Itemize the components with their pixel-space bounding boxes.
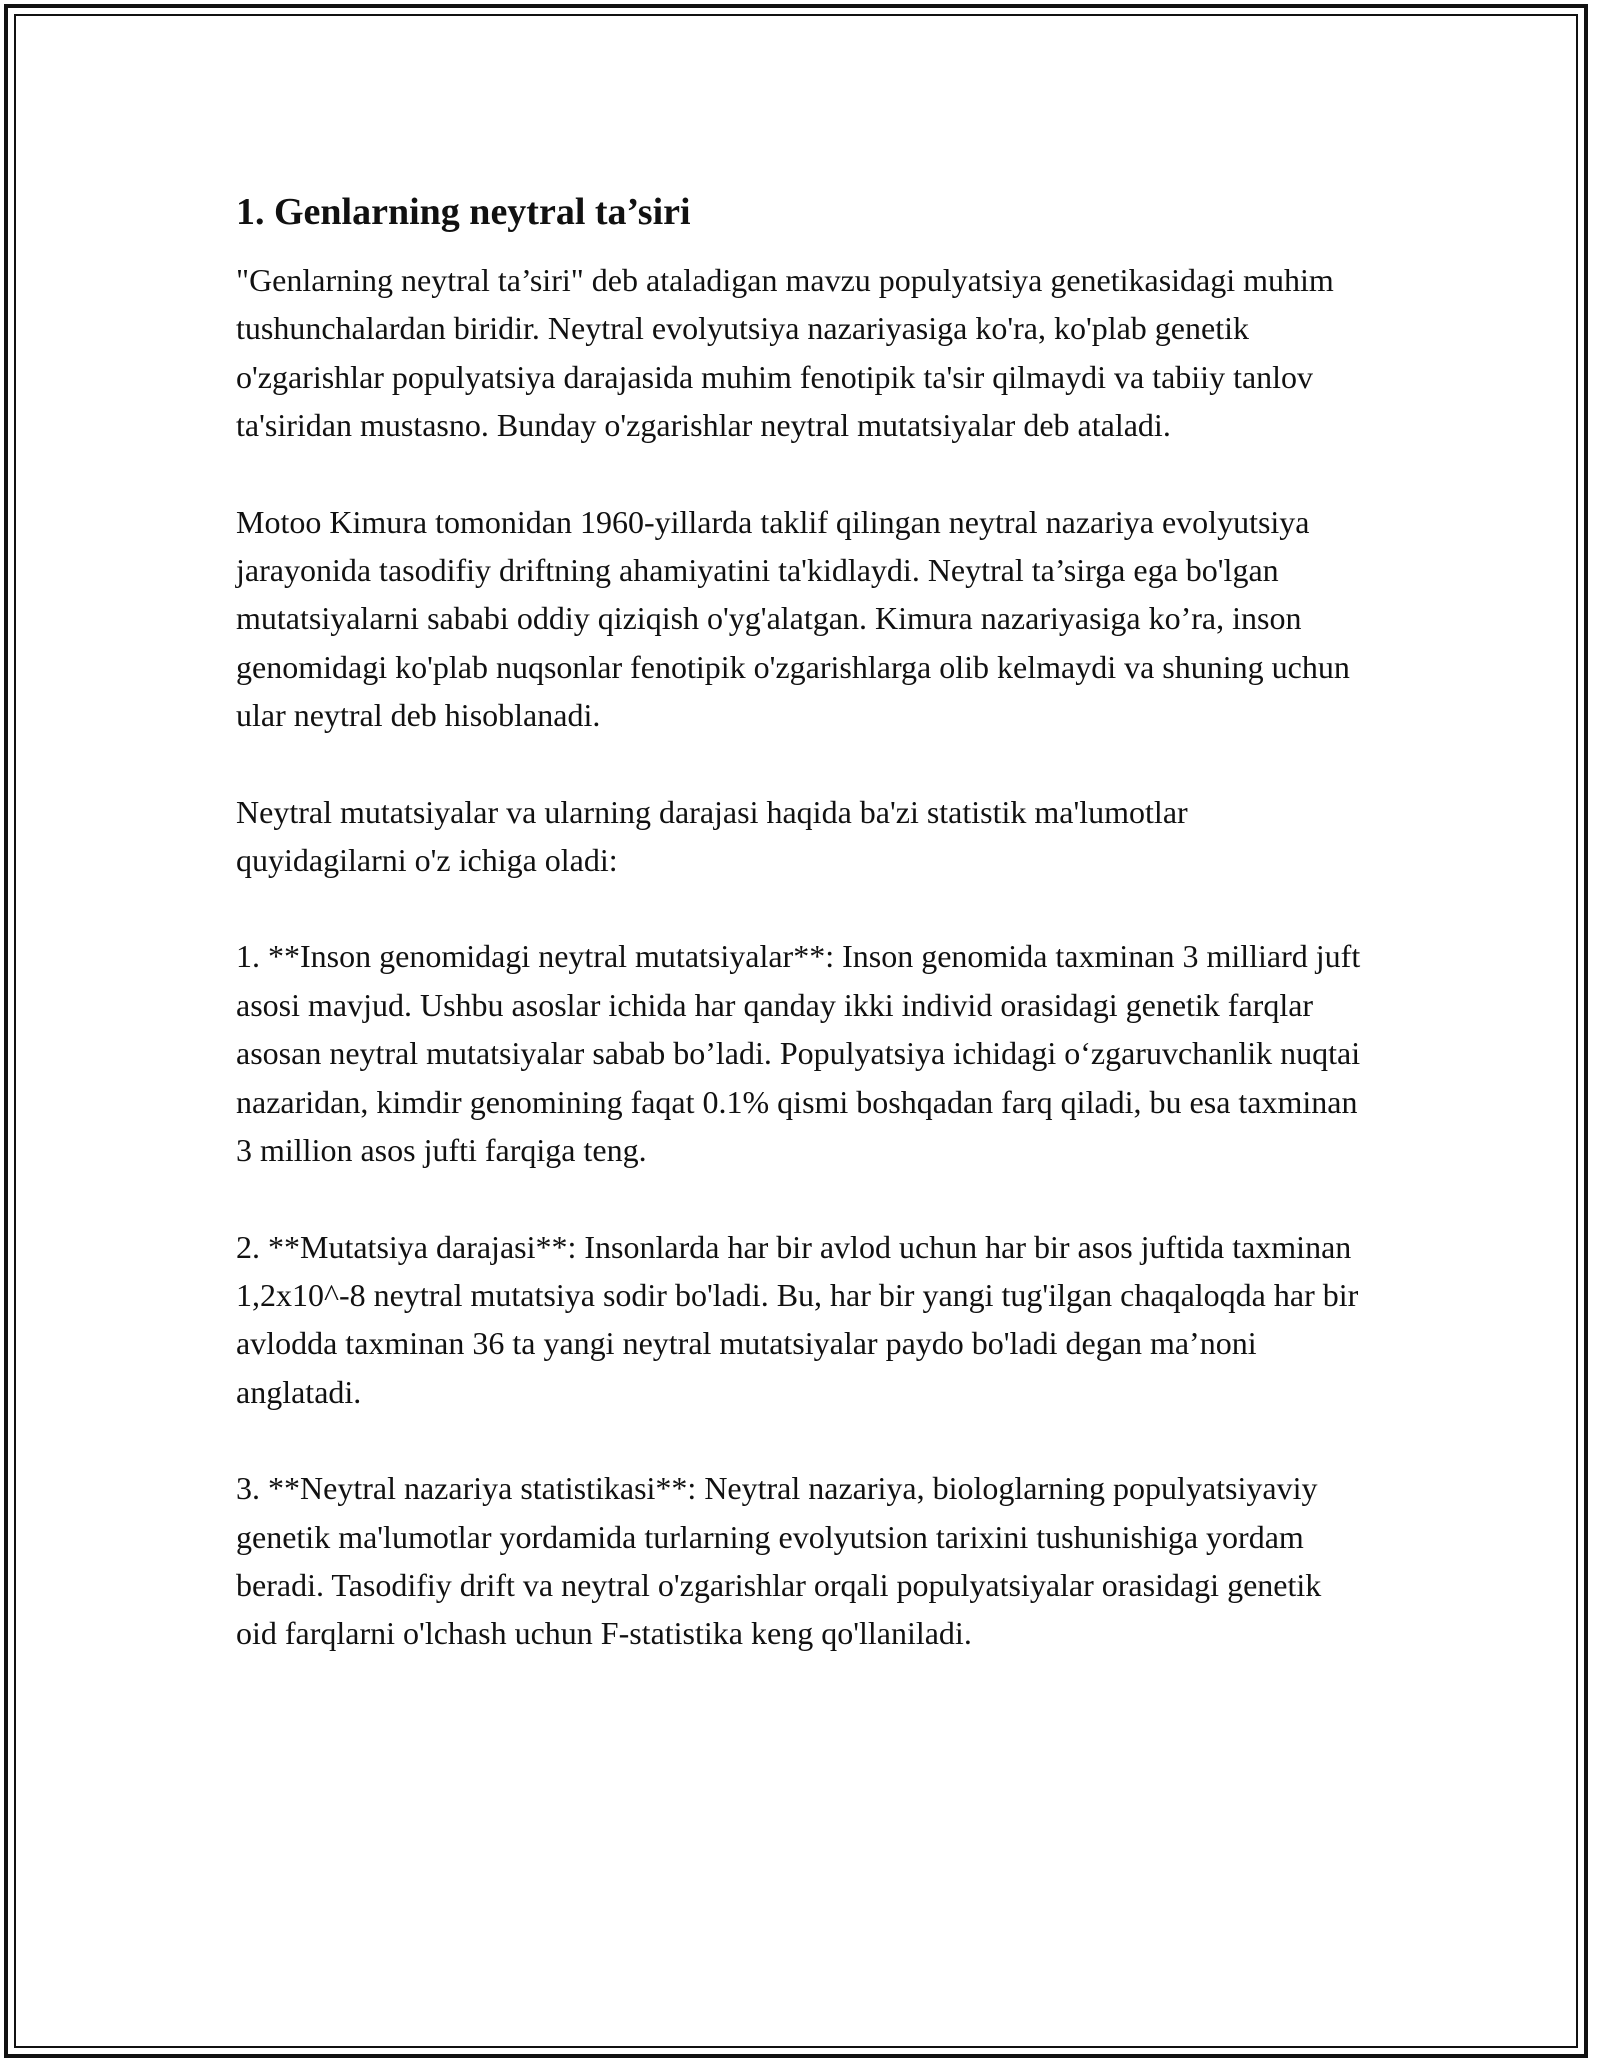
document-body (236, 186, 1366, 1706)
list-item-human-genome: 1. **Inson genomidagi neytral mutatsiyalar**: Inson genomida taxminan 3 milliard juft asosi mavjud. Ushbu asoslar ichida har qanday ikki individ orasidagi genetik farqlar asosan neytral mutatsiyalar sabab bo’ladi. Populyatsiya ichidagi o‘zgaruvchanlik nuqtai nazaridan, kimdir genomining faqat 0.1% qismi boshqadan farq qiladi, bu esa taxminan 3 million asos jufti farqiga teng. (236, 938, 1361, 1169)
paragraph-kimura: Motoo Kimura tomonidan 1960-yillarda taklif qilingan neytral nazariya evolyutsiya jarayonida tasodifiy driftning ahamiyatini ta'kidlaydi. Neytral ta’sirga ega bo'lgan mutatsiyalarni sababi oddiy qiziqish o'yg'alatgan. Kimura nazariyasiga ko’ra, inson genomidagi ko'plab nuqsonlar fenotipik o'zgarishlarga olib kelmaydi va shuning uchun ular neytral deb hisoblanadi. (236, 503, 1350, 734)
paragraph-intro: "Genlarning neytral ta’siri" deb ataladigan mavzu populyatsiya genetikasidagi muhim tushunchalardan biridir. Neytral evolyutsiya nazariyasiga ko'ra, ko'plab genetik o'zgarishlar populyatsiya darajasida muhim fenotipik ta'sir qilmaydi va tabiiy tanlov ta'siridan mustasno. Bunday o'zgarishlar neytral mutatsiyalar deb ataladi. (236, 262, 1334, 444)
list-item-mutation-rate: 2. **Mutatsiya darajasi**: Insonlarda har bir avlod uchun har bir asos juftida taxminan 1,2x10^-8 neytral mutatsiya sodir bo'ladi. Bu, har bir yangi tug'ilgan chaqaloqda har bir avlodda taxminan 36 ta yangi neytral mutatsiyalar paydo bo'ladi degan ma’noni anglatadi. (236, 1228, 1359, 1410)
list-item-neutral-theory-statistics: 3. **Neytral nazariya statistikasi**: Neytral nazariya, biologlarning populyatsiyaviy genetik ma'lumotlar yordamida turlarning evolyutsion tarixini tushunishiga yordam beradi. Tasodifiy drift va neytral o'zgarishlar orqali populyatsiyalar orasidagi genetik oid farqlarni o'lchash uchun F-statistika keng qo'llaniladi. (236, 1470, 1322, 1652)
paragraph-statistics-intro: Neytral mutatsiyalar va ularning darajasi haqida ba'zi statistik ma'lumotlar quyidagilarni o'z ichiga oladi: (236, 793, 1188, 879)
page-title: 1. Genlarning neytral ta’siri (236, 191, 691, 233)
